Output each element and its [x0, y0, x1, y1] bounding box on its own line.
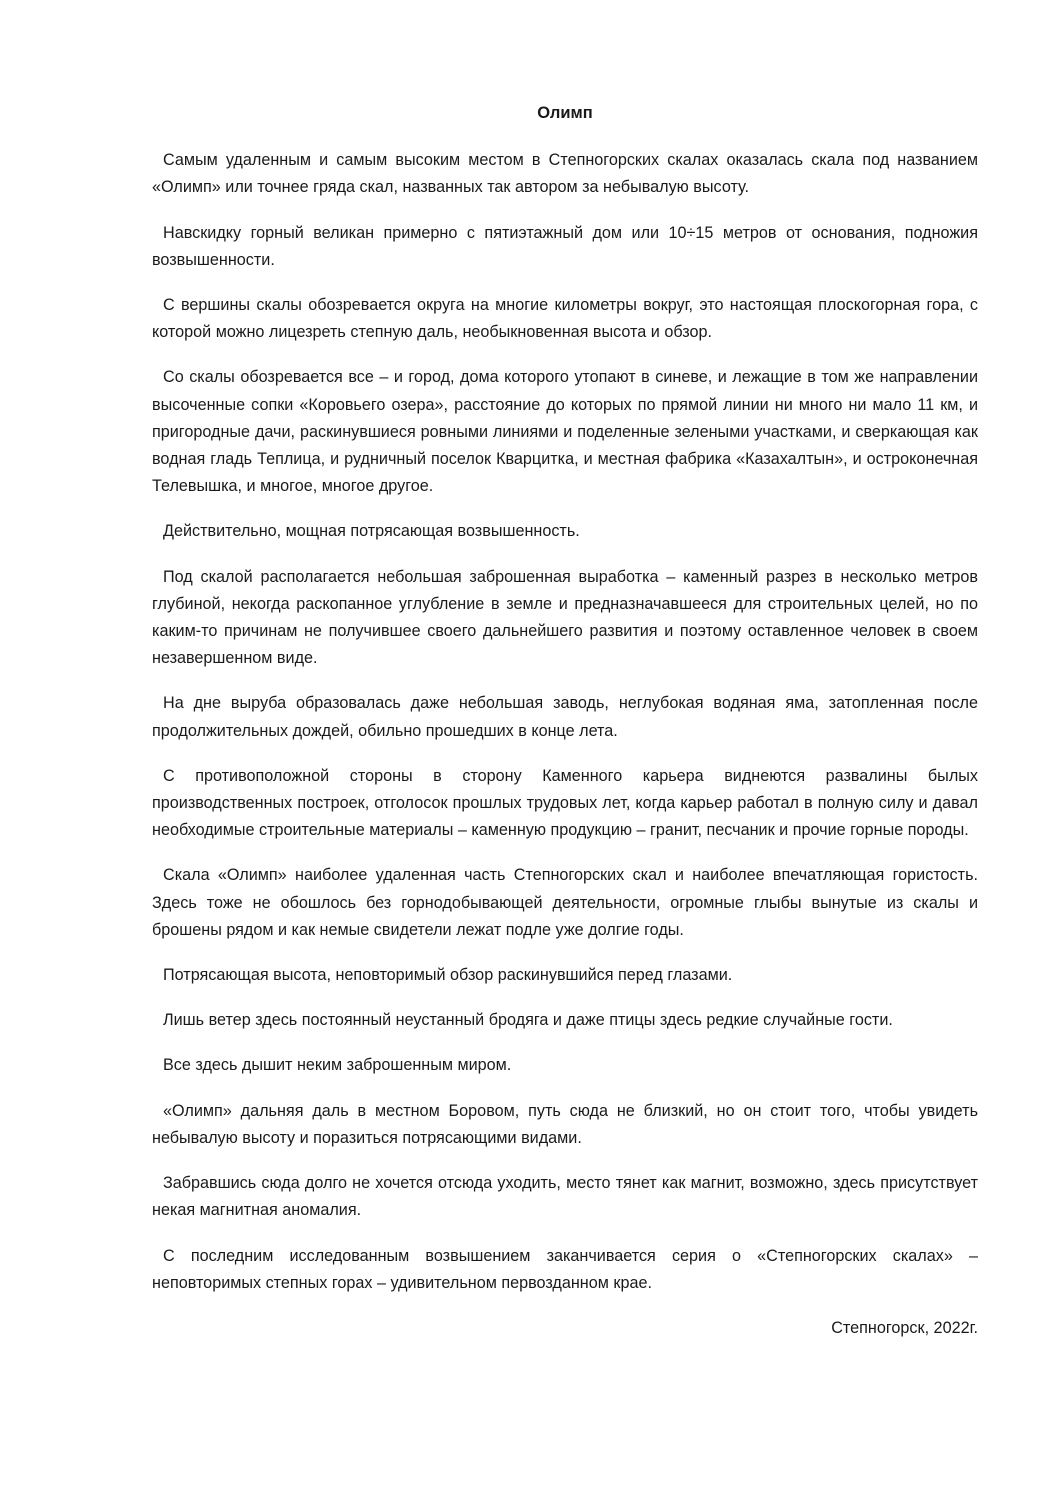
paragraph: Все здесь дышит неким заброшенным миром.: [163, 1056, 512, 1075]
paragraph: «Олимп» дальняя даль в местном Боровом, путь сюда не близкий, но он стоит того, чтобы увидеть небывалую высоту и поразиться потрясающими видами.: [152, 1101, 978, 1147]
document-title: Олимп: [537, 104, 593, 122]
document-page: [152, 100, 978, 1342]
paragraph: Под скалой располагается небольшая заброшенная выработка – каменный разрез в несколько метров глубиной, некогда раскопанное углубление в земле и предназначавшееся для строительных целей, но по каким-то причинам не получившее своего дальнейшего развития и поэтому оставленное человек в своем незавершенном виде.: [152, 567, 978, 668]
paragraph: Самым удаленным и самым высоким местом в Степногорских скалах оказалась скала под названием «Олимп» или точнее гряда скал, названных так автором за небывалую высоту.: [152, 151, 978, 197]
paragraph: С противоположной стороны в сторону Каменного карьера виднеются развалины былых производственных построек, отголосок прошлых трудовых лет, когда карьер работал в полную силу и давал необходимые строительные материалы – каменную продукцию – гранит, песчаник и прочие горные породы.: [152, 766, 978, 840]
signature: Степногорск, 2022г.: [831, 1318, 978, 1337]
paragraph: Навскидку горный великан примерно с пятиэтажный дом или 10÷15 метров от основания, подножия возвышенности.: [152, 223, 978, 269]
paragraph: Действительно, мощная потрясающая возвышенность.: [163, 522, 580, 541]
paragraph: Скала «Олимп» наиболее удаленная часть Степногорских скал и наиболее впечатляющая гористость. Здесь тоже не обошлось без горнодобывающей деятельности, огромные глыбы вынутые из скалы и брошены рядом и как немые свидетели лежат подле уже долгие годы.: [152, 866, 978, 939]
paragraph: С вершины скалы обозревается округа на многие километры вокруг, это настоящая плоскогорная гора, с которой можно лицезреть степную даль, необыкновенная высота и обзор.: [152, 296, 978, 342]
paragraph: Со скалы обозревается все – и город, дома которого утопают в синеве, и лежащие в том же направлении высоченные сопки «Коровьего озера», расстояние до которых по прямой линии ни много ни мало 11 км, и пригородные дачи, раскинувшиеся ровными линиями и поделенные зелеными участками, и сверкающая как водная гладь Теплица, и рудничный поселок Кварцитка, и местная фабрика «Казахалтын», и остроконечная Телевышка, и многое, многое другое.: [152, 368, 978, 496]
paragraph: Лишь ветер здесь постоянный неустанный бродяга и даже птицы здесь редкие случайные гости.: [163, 1011, 893, 1030]
paragraph: Потрясающая высота, неповторимый обзор раскинувшийся перед глазами.: [163, 966, 733, 985]
paragraph: С последним исследованным возвышением заканчивается серия о «Степногорских скалах» – неповторимых степных горах – удивительном первозданном крае.: [152, 1246, 978, 1292]
paragraph: На дне выруба образовалась даже небольшая заводь, неглубокая водяная яма, затопленная после продолжительных дождей, обильно прошедших в конце лета.: [152, 694, 978, 740]
paragraph: Забравшись сюда долго не хочется отсюда уходить, место тянет как магнит, возможно, здесь присутствует некая магнитная аномалия.: [152, 1174, 978, 1220]
